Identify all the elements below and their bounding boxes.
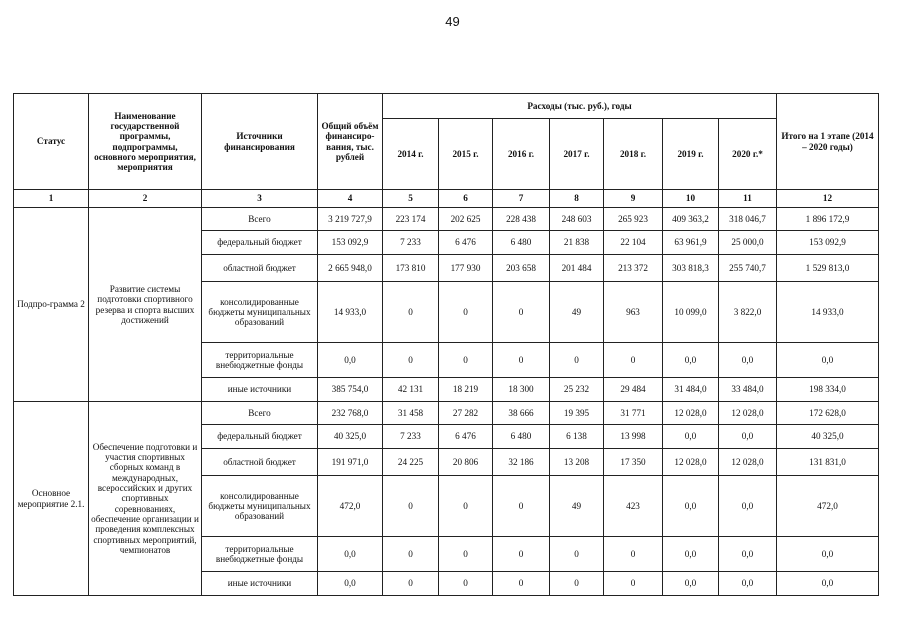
year-value-cell: 6 476 [439, 231, 493, 255]
column-number: 12 [777, 190, 879, 208]
stage-total-cell: 40 325,0 [777, 425, 879, 449]
year-value-cell: 25 232 [550, 378, 604, 402]
stage-total-cell: 0,0 [777, 537, 879, 572]
funding-source: иные источники [202, 572, 318, 596]
stage-total-cell: 0,0 [777, 572, 879, 596]
year-value-cell: 12 028,0 [719, 449, 777, 476]
year-value-cell: 423 [604, 476, 663, 537]
year-value-cell: 0,0 [719, 572, 777, 596]
year-value-cell: 38 666 [493, 402, 550, 425]
year-value-cell: 49 [550, 476, 604, 537]
year-value-cell: 0,0 [663, 343, 719, 378]
funding-source: Всего [202, 208, 318, 231]
year-value-cell: 17 350 [604, 449, 663, 476]
funding-source: Всего [202, 402, 318, 425]
year-value-cell: 27 282 [439, 402, 493, 425]
year-value-cell: 0,0 [663, 476, 719, 537]
funding-source: территориальные внебюджетные фонды [202, 537, 318, 572]
year-value-cell: 63 961,9 [663, 231, 719, 255]
year-value-cell: 0 [550, 537, 604, 572]
total-volume-cell: 191 971,0 [318, 449, 383, 476]
column-number: 10 [663, 190, 719, 208]
year-value-cell: 0 [439, 476, 493, 537]
year-value-cell: 0 [439, 343, 493, 378]
year-value-cell: 303 818,3 [663, 255, 719, 282]
year-value-cell: 0 [604, 537, 663, 572]
total-volume-cell: 0,0 [318, 537, 383, 572]
table-row [14, 402, 879, 425]
header-year: 2017 г. [550, 119, 604, 190]
section-name: Развитие системы подготовки спортивного резерва и спорта высших достижений [89, 208, 202, 402]
year-value-cell: 10 099,0 [663, 282, 719, 343]
year-value-cell: 0 [439, 282, 493, 343]
funding-source: консолидированные бюджеты муниципальных образований [202, 476, 318, 537]
column-number: 4 [318, 190, 383, 208]
section-name: Обеспечение подготовки и участия спортивных сборных команд в международных, всероссийских и других спортивных соревнованиях, обеспечение организации и проведения комплексных спортивных мероприятий, чемпионатов [89, 402, 202, 596]
year-value-cell: 0 [550, 572, 604, 596]
funding-source: иные источники [202, 378, 318, 402]
year-value-cell: 0 [383, 282, 439, 343]
year-value-cell: 173 810 [383, 255, 439, 282]
header-total-volume: Общий объём финансиро-вания, тыс. рублей [318, 94, 383, 190]
column-number: 11 [719, 190, 777, 208]
table-row [14, 208, 879, 231]
year-value-cell: 0 [604, 343, 663, 378]
year-value-cell: 31 484,0 [663, 378, 719, 402]
year-value-cell: 0 [604, 572, 663, 596]
header-year: 2014 г. [383, 119, 439, 190]
total-volume-cell: 40 325,0 [318, 425, 383, 449]
total-volume-cell: 153 092,9 [318, 231, 383, 255]
section-status: Подпро-грамма 2 [14, 208, 89, 402]
year-value-cell: 318 046,7 [719, 208, 777, 231]
header-status: Статус [14, 94, 89, 190]
column-number: 7 [493, 190, 550, 208]
funding-source: консолидированные бюджеты муниципальных образований [202, 282, 318, 343]
year-value-cell: 0 [493, 343, 550, 378]
year-value-cell: 6 480 [493, 425, 550, 449]
funding-source: федеральный бюджет [202, 231, 318, 255]
stage-total-cell: 1 896 172,9 [777, 208, 879, 231]
year-value-cell: 265 923 [604, 208, 663, 231]
year-value-cell: 20 806 [439, 449, 493, 476]
year-value-cell: 6 138 [550, 425, 604, 449]
header-name: Наименование государственной программы, подпрограммы, основного мероприятия, мероприятия [89, 94, 202, 190]
column-number: 1 [14, 190, 89, 208]
funding-source: областной бюджет [202, 449, 318, 476]
year-value-cell: 0,0 [663, 537, 719, 572]
year-value-cell: 42 131 [383, 378, 439, 402]
year-value-cell: 0,0 [663, 425, 719, 449]
year-value-cell: 31 458 [383, 402, 439, 425]
header-year: 2018 г. [604, 119, 663, 190]
year-value-cell: 248 603 [550, 208, 604, 231]
year-value-cell: 0 [493, 537, 550, 572]
year-value-cell: 963 [604, 282, 663, 343]
year-value-cell: 6 476 [439, 425, 493, 449]
stage-total-cell: 198 334,0 [777, 378, 879, 402]
year-value-cell: 18 300 [493, 378, 550, 402]
year-value-cell: 0,0 [719, 343, 777, 378]
column-number: 8 [550, 190, 604, 208]
year-value-cell: 49 [550, 282, 604, 343]
column-number: 5 [383, 190, 439, 208]
total-volume-cell: 0,0 [318, 572, 383, 596]
total-volume-cell: 2 665 948,0 [318, 255, 383, 282]
stage-total-cell: 1 529 813,0 [777, 255, 879, 282]
year-value-cell: 177 930 [439, 255, 493, 282]
year-value-cell: 12 028,0 [663, 449, 719, 476]
year-value-cell: 31 771 [604, 402, 663, 425]
year-value-cell: 203 658 [493, 255, 550, 282]
year-value-cell: 0 [493, 572, 550, 596]
stage-total-cell: 472,0 [777, 476, 879, 537]
column-number: 9 [604, 190, 663, 208]
column-number: 2 [89, 190, 202, 208]
table-header [14, 94, 879, 190]
total-volume-cell: 3 219 727,9 [318, 208, 383, 231]
year-value-cell: 33 484,0 [719, 378, 777, 402]
year-value-cell: 201 484 [550, 255, 604, 282]
funding-source: территориальные внебюджетные фонды [202, 343, 318, 378]
year-value-cell: 22 104 [604, 231, 663, 255]
year-value-cell: 18 219 [439, 378, 493, 402]
year-value-cell: 223 174 [383, 208, 439, 231]
total-volume-cell: 385 754,0 [318, 378, 383, 402]
year-value-cell: 0 [439, 572, 493, 596]
year-value-cell: 409 363,2 [663, 208, 719, 231]
year-value-cell: 6 480 [493, 231, 550, 255]
year-value-cell: 29 484 [604, 378, 663, 402]
header-expenses: Расходы (тыс. руб.), годы [383, 94, 777, 119]
stage-total-cell: 172 628,0 [777, 402, 879, 425]
year-value-cell: 0,0 [663, 572, 719, 596]
year-value-cell: 202 625 [439, 208, 493, 231]
total-volume-cell: 232 768,0 [318, 402, 383, 425]
year-value-cell: 0 [493, 282, 550, 343]
header-year: 2015 г. [439, 119, 493, 190]
column-number: 3 [202, 190, 318, 208]
year-value-cell: 0 [383, 572, 439, 596]
year-value-cell: 13 998 [604, 425, 663, 449]
year-value-cell: 0 [493, 476, 550, 537]
year-value-cell: 0 [383, 343, 439, 378]
year-value-cell: 7 233 [383, 231, 439, 255]
section-status: Основное мероприятие 2.1. [14, 402, 89, 596]
year-value-cell: 0,0 [719, 476, 777, 537]
year-value-cell: 255 740,7 [719, 255, 777, 282]
total-volume-cell: 472,0 [318, 476, 383, 537]
year-value-cell: 21 838 [550, 231, 604, 255]
year-value-cell: 12 028,0 [719, 402, 777, 425]
year-value-cell: 3 822,0 [719, 282, 777, 343]
column-numbers-row [14, 190, 879, 208]
header-year: 2019 г. [663, 119, 719, 190]
year-value-cell: 0 [550, 343, 604, 378]
year-value-cell: 19 395 [550, 402, 604, 425]
header-sources: Источники финансирования [202, 94, 318, 190]
year-value-cell: 0,0 [719, 537, 777, 572]
stage-total-cell: 153 092,9 [777, 231, 879, 255]
table-body [14, 190, 879, 596]
total-volume-cell: 14 933,0 [318, 282, 383, 343]
column-number: 6 [439, 190, 493, 208]
year-value-cell: 0,0 [719, 425, 777, 449]
year-value-cell: 25 000,0 [719, 231, 777, 255]
total-volume-cell: 0,0 [318, 343, 383, 378]
year-value-cell: 0 [383, 537, 439, 572]
funding-source: федеральный бюджет [202, 425, 318, 449]
year-value-cell: 0 [439, 537, 493, 572]
year-value-cell: 0 [383, 476, 439, 537]
stage-total-cell: 131 831,0 [777, 449, 879, 476]
year-value-cell: 32 186 [493, 449, 550, 476]
year-value-cell: 213 372 [604, 255, 663, 282]
header-year: 2016 г. [493, 119, 550, 190]
year-value-cell: 7 233 [383, 425, 439, 449]
budget-table [13, 93, 879, 596]
year-value-cell: 228 438 [493, 208, 550, 231]
header-stage-total: Итого на 1 этапе (2014 – 2020 годы) [777, 94, 879, 190]
year-value-cell: 13 208 [550, 449, 604, 476]
header-year: 2020 г.* [719, 119, 777, 190]
stage-total-cell: 14 933,0 [777, 282, 879, 343]
page-number: 49 [445, 14, 460, 29]
year-value-cell: 12 028,0 [663, 402, 719, 425]
funding-source: областной бюджет [202, 255, 318, 282]
year-value-cell: 24 225 [383, 449, 439, 476]
stage-total-cell: 0,0 [777, 343, 879, 378]
